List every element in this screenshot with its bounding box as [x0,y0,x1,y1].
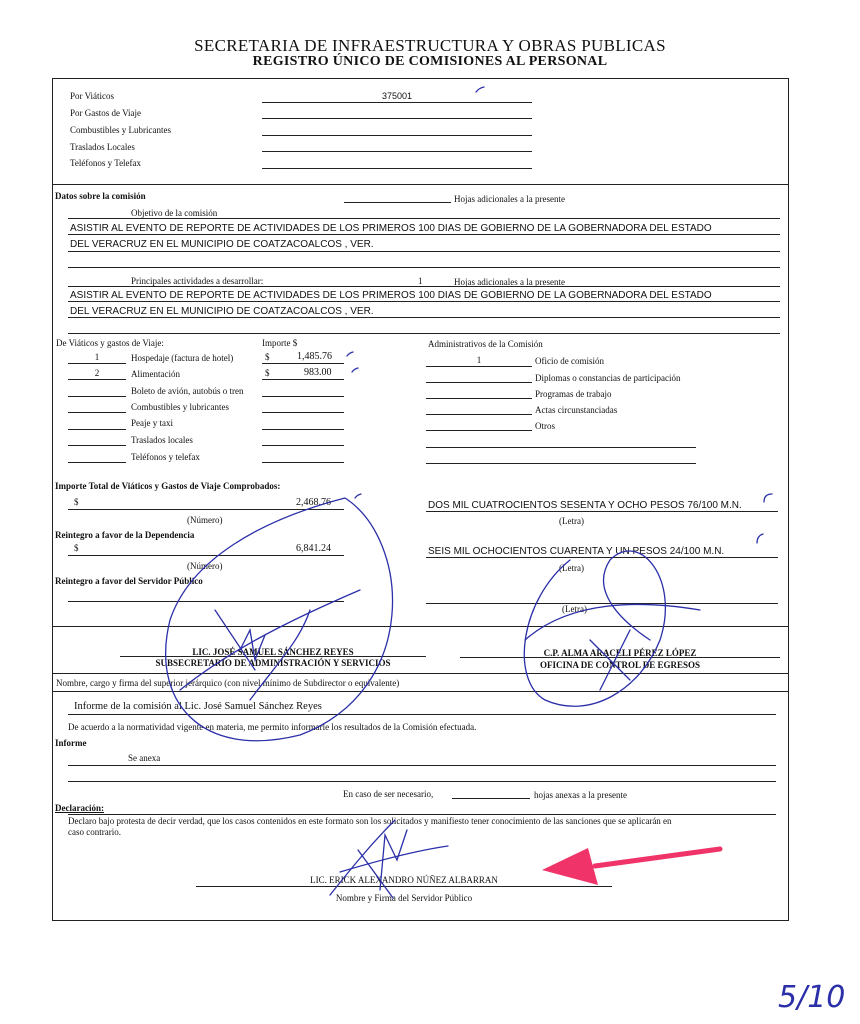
number-caption: (Número) [187,515,223,525]
expenses-header: De Viáticos y gastos de Viaje: [56,338,164,348]
expense-amount: 983.00 [304,367,332,378]
extra-sheets-label: Hojas adicionales a la presente [454,194,565,204]
declaration-label: Declaración: [55,803,104,813]
admin-qty: 1 [476,355,482,365]
left-signer-title: SUBSECRETARIO DE ADMINISTRACIÓN Y SERVICIOS [155,658,391,668]
reintegro-servidor-label: Reintegro a favor del Servidor Público [55,576,203,586]
extra-sheets-label: Hojas adicionales a la presente [454,277,565,287]
number-caption: (Número) [187,561,223,571]
expense-label: Peaje y taxi [131,418,173,428]
right-signer-title: OFICINA DE CONTROL DE EGRESOS [539,660,701,670]
administrative-header: Administrativos de la Comisión [428,339,543,349]
admin-label: Actas circunstanciadas [535,405,618,415]
words-caption: (Letra) [559,516,584,526]
reintegro-amount: 6,841.24 [296,543,331,554]
document-subtitle: REGISTRO ÚNICO DE COMISIONES AL PERSONAL [252,54,608,69]
page-mark: 5/10 [778,980,846,1015]
activities-text: ASISTIR AL EVENTO DE REPORTE DE ACTIVIDADES DE LOS PRIMEROS 100 DIAS DE GOBIERNO DE LA GOBERNADORA DEL ESTADO [70,290,712,301]
objective-text: DEL VERACRUZ EN EL MUNICIPIO DE COATZACOALCOS , VER. [70,239,374,250]
expense-currency: $ [265,368,270,378]
reintegro-dependencia-label: Reintegro a favor de la Dependencia [55,530,195,540]
field-label: Traslados Locales [70,142,135,152]
activities-label: Principales actividades a desarrollar: [131,276,264,286]
reintegro-words: SEIS MIL OCHOCIENTOS CUARENTA Y UN PESOS 24/100 M.N. [428,546,725,557]
expense-qty: 2 [94,368,100,378]
total-currency: $ [74,497,79,507]
total-label: Importe Total de Viáticos y Gastos de Viaje Comprobados: [55,481,281,491]
expense-currency: $ [265,352,270,362]
words-caption: (Letra) [562,604,587,614]
declaration-text: Declaro bajo protesta de decir verdad, que los casos contenidos en este formato son los solicitados y manifiesto tener conocimiento de las sanciones que se aplicarán en [68,816,672,826]
expense-label: Traslados locales [131,435,193,445]
servidor-caption: Nombre y Firma del Servidor Público [335,893,473,903]
expense-label: Teléfonos y telefax [131,452,200,462]
total-words: DOS MIL CUATROCIENTOS SESENTA Y OCHO PESOS 76/100 M.N. [428,500,742,511]
report-section-label: Informe [55,738,87,748]
amount-header: Importe $ [262,338,298,348]
admin-label: Programas de trabajo [535,389,612,399]
field-label: Por Gastos de Viaje [70,108,142,118]
annex-prefix: En caso de ser necesario, [343,789,434,799]
reintegro-currency: $ [74,543,79,553]
total-amount: 2,468.76 [296,497,331,508]
field-label: Por Viáticos [70,91,115,101]
report-intro: De acuerdo a la normatividad vigente en materia, me permito informarle los resultados de la Comisión efectuada. [68,722,477,732]
expense-label: Combustibles y lubricantes [131,402,229,412]
expense-label: Boleto de avión, autobús o tren [131,386,244,396]
report-addressed-to: Informe de la comisión al Lic. José Samuel Sánchez Reyes [74,701,322,712]
servidor-name: LIC. ERICK ALEXANDRO NÚÑEZ ALBARRAN [310,875,498,885]
admin-label: Oficio de comisión [535,356,604,366]
annex-suffix: hojas anexas a la presente [534,790,627,800]
expense-qty: 1 [94,352,100,362]
commission-section-label: Datos sobre la comisión [55,191,146,201]
expense-amount: 1,485.76 [297,351,332,362]
document-title: SECRETARIA DE INFRAESTRUCTURA Y OBRAS PUBLICAS [194,36,666,55]
report-content: Se anexa [128,753,161,763]
expense-label: Alimentación [131,369,180,379]
words-caption: (Letra) [559,563,584,573]
field-label: Combustibles y Lubricantes [70,125,171,135]
superior-caption: Nombre, cargo y firma del superior jerárquico (con nivel mínimo de Subdirector o equivalente) [56,678,400,688]
field-value: 375001 [381,91,413,101]
right-signer-name: C.P. ALMA ARACELI PÉREZ LÓPEZ [543,648,697,658]
expense-label: Hospedaje (factura de hotel) [131,353,234,363]
admin-label: Diplomas o constancias de participación [535,373,681,383]
field-label: Teléfonos y Telefax [70,158,142,168]
activities-sheets-count: 1 [418,276,423,286]
objective-label: Objetivo de la comisión [131,208,218,218]
activities-text: DEL VERACRUZ EN EL MUNICIPIO DE COATZACOALCOS , VER. [70,306,374,317]
left-signer-name: LIC. JOSÉ SAMUEL SÁNCHEZ REYES [192,647,354,657]
admin-label: Otros [535,421,555,431]
declaration-text: caso contrario. [68,827,121,837]
objective-text: ASISTIR AL EVENTO DE REPORTE DE ACTIVIDADES DE LOS PRIMEROS 100 DIAS DE GOBIERNO DE LA GOBERNADORA DEL ESTADO [70,223,712,234]
